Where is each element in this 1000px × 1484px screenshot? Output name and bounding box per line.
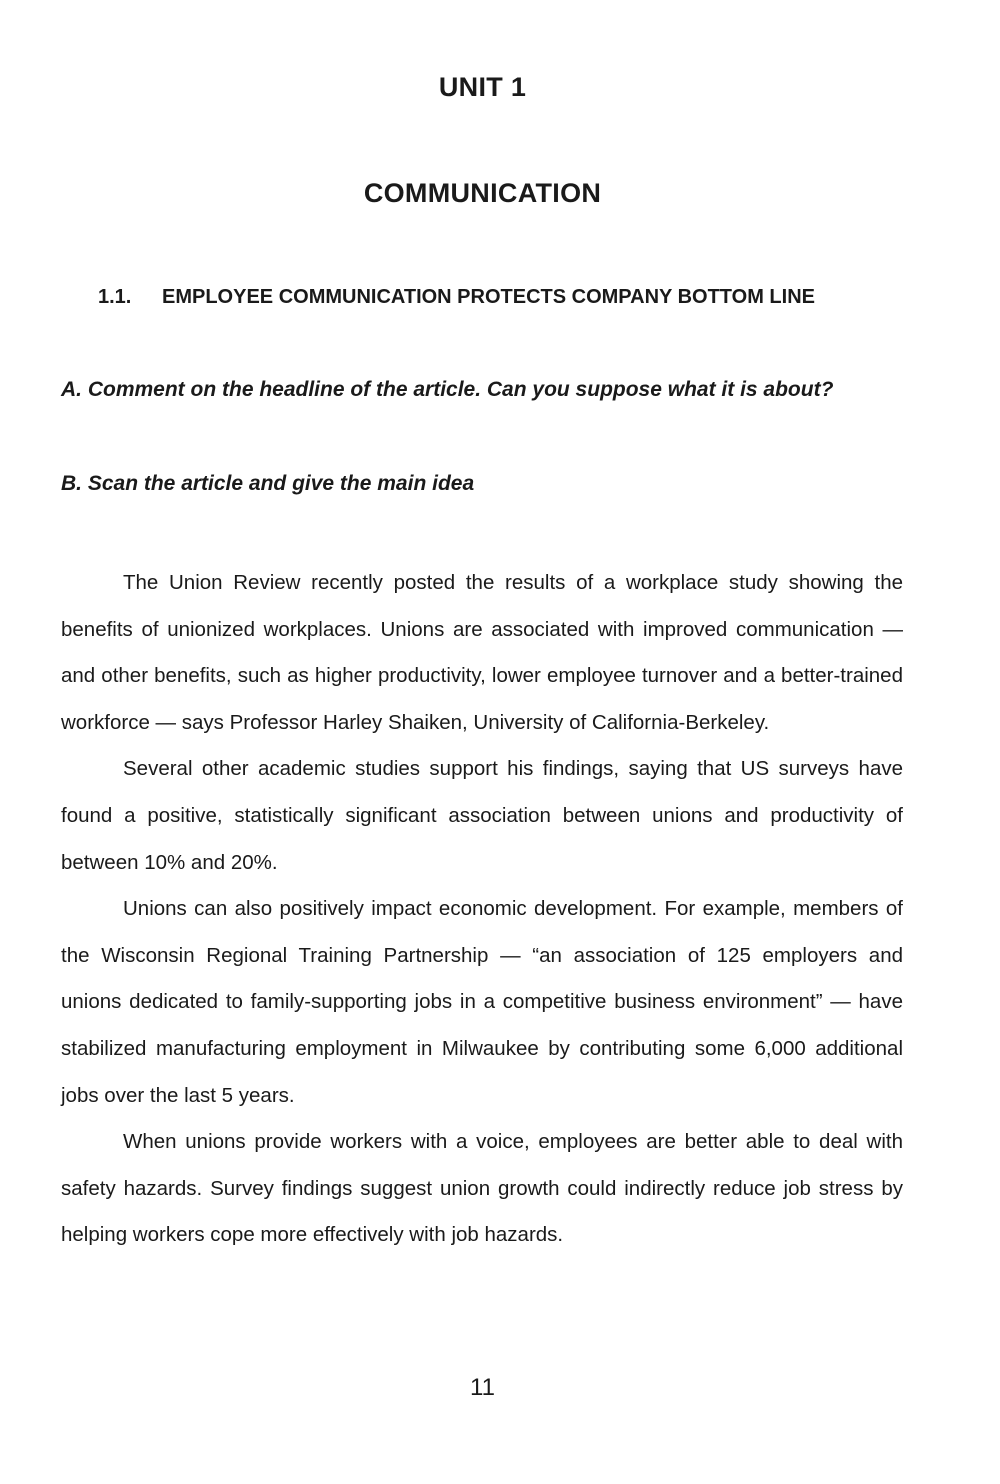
- article-paragraph: Several other academic studies support his findings, saying that US surveys have found a positive, statistically significant association between unions and productivity of between 10% and 20%.: [61, 757, 903, 874]
- page-number: 11: [470, 1374, 495, 1401]
- section-number: 1.1.: [98, 286, 132, 308]
- chapter-title: COMMUNICATION: [363, 178, 602, 208]
- section-title: EMPLOYEE COMMUNICATION PROTECTS COMPANY BOTTOM LINE: [162, 286, 815, 308]
- task-b: B. Scan the article and give the main idea: [61, 472, 475, 495]
- unit-title: UNIT 1: [438, 72, 527, 102]
- section-heading: [98, 286, 815, 309]
- article-body: [61, 560, 903, 1259]
- article-paragraph: When unions provide workers with a voice, employees are better able to deal with safety hazards. Survey findings suggest union growth could indirectly reduce job stress by helping workers cope more effectively with job hazards.: [61, 1130, 903, 1247]
- task-a: A. Comment on the headline of the article. Can you suppose what it is about?: [61, 378, 834, 401]
- article-paragraph: Unions can also positively impact economic development. For example, members of the Wisconsin Regional Training Partnership — “an association of 125 employers and unions dedicated to family-supporting jobs in a competitive business environment” — have stabilized manufacturing employment in Milwaukee by contributing some 6,000 additional jobs over the last 5 years.: [61, 897, 903, 1107]
- article-paragraph: The Union Review recently posted the results of a workplace study showing the benefits of unionized workplaces. Unions are associated with improved communication — and other benefits, such as higher productivity, lower employee turnover and a better-trained workforce — says Professor Harley Shaiken, University of California-Berkeley.: [61, 571, 903, 734]
